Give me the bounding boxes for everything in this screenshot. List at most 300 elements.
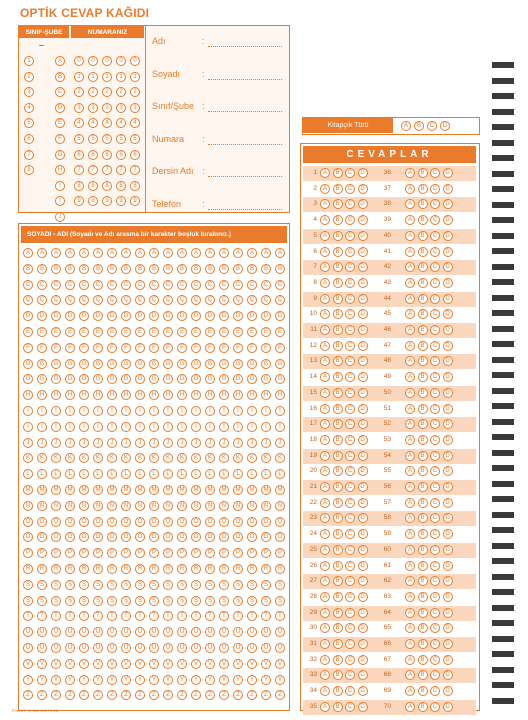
name-letter-bubble[interactable]: Ö <box>177 532 187 542</box>
answer-bubble[interactable]: A <box>320 482 330 492</box>
name-letter-bubble[interactable]: İ <box>191 422 201 432</box>
name-letter-bubble[interactable]: C <box>233 280 243 290</box>
name-letter-bubble[interactable]: Z <box>79 690 89 700</box>
number-digit-bubble[interactable]: 3 <box>130 103 140 113</box>
name-letter-bubble[interactable]: Ş <box>275 596 285 606</box>
answer-bubble[interactable]: A <box>320 184 330 194</box>
name-letter-bubble[interactable]: G <box>261 359 271 369</box>
name-letter-bubble[interactable]: H <box>135 390 145 400</box>
class-section-bubble[interactable]: E <box>55 118 65 128</box>
answer-bubble[interactable]: B <box>333 184 343 194</box>
name-letter-bubble[interactable]: T <box>205 611 215 621</box>
answer-bubble[interactable]: D <box>358 325 368 335</box>
name-letter-bubble[interactable]: İ <box>135 422 145 432</box>
name-letter-bubble[interactable]: B <box>65 264 75 274</box>
name-letter-bubble[interactable]: Ğ <box>79 374 89 384</box>
name-letter-bubble[interactable]: M <box>261 485 271 495</box>
name-letter-bubble[interactable]: Ş <box>23 596 33 606</box>
name-letter-bubble[interactable]: D <box>79 311 89 321</box>
name-letter-bubble[interactable]: T <box>247 611 257 621</box>
name-letter-bubble[interactable]: V <box>23 659 33 669</box>
answer-bubble[interactable]: A <box>320 608 330 618</box>
name-letter-bubble[interactable]: Ş <box>247 596 257 606</box>
name-letter-bubble[interactable]: H <box>275 390 285 400</box>
answer-bubble[interactable]: B <box>418 388 428 398</box>
answer-bubble[interactable]: C <box>430 168 440 178</box>
name-letter-bubble[interactable]: Ü <box>121 643 131 653</box>
answer-bubble[interactable]: A <box>405 325 415 335</box>
answer-bubble[interactable]: D <box>443 529 453 539</box>
name-letter-bubble[interactable]: J <box>135 438 145 448</box>
name-letter-bubble[interactable]: U <box>163 627 173 637</box>
name-letter-bubble[interactable]: F <box>79 343 89 353</box>
name-letter-bubble[interactable]: F <box>275 343 285 353</box>
name-letter-bubble[interactable]: B <box>205 264 215 274</box>
answer-bubble[interactable]: A <box>405 670 415 680</box>
name-letter-bubble[interactable]: N <box>93 501 103 511</box>
name-letter-bubble[interactable]: C <box>23 280 33 290</box>
answer-bubble[interactable]: B <box>333 545 343 555</box>
answer-bubble[interactable]: B <box>333 702 343 712</box>
name-letter-bubble[interactable]: S <box>261 580 271 590</box>
answer-bubble[interactable]: A <box>405 372 415 382</box>
class-grade-bubble[interactable]: 5 <box>24 118 34 128</box>
answer-bubble[interactable]: D <box>358 670 368 680</box>
name-letter-bubble[interactable]: F <box>37 343 47 353</box>
number-digit-bubble[interactable]: 3 <box>88 103 98 113</box>
answer-bubble[interactable]: A <box>405 356 415 366</box>
answer-bubble[interactable]: A <box>405 404 415 414</box>
name-letter-bubble[interactable]: O <box>163 517 173 527</box>
name-letter-bubble[interactable]: T <box>23 611 33 621</box>
name-letter-bubble[interactable]: Ş <box>177 596 187 606</box>
name-letter-bubble[interactable]: İ <box>121 422 131 432</box>
name-letter-bubble[interactable]: N <box>177 501 187 511</box>
name-letter-bubble[interactable]: K <box>275 453 285 463</box>
name-letter-bubble[interactable]: E <box>177 327 187 337</box>
name-letter-bubble[interactable]: O <box>205 517 215 527</box>
answer-bubble[interactable]: B <box>333 686 343 696</box>
answer-bubble[interactable]: D <box>358 592 368 602</box>
name-letter-bubble[interactable]: Ş <box>163 596 173 606</box>
name-letter-bubble[interactable]: A <box>247 248 257 258</box>
name-letter-bubble[interactable]: Y <box>261 675 271 685</box>
name-letter-bubble[interactable]: O <box>37 517 47 527</box>
name-letter-bubble[interactable]: K <box>107 453 117 463</box>
name-letter-bubble[interactable]: Ş <box>149 596 159 606</box>
name-letter-bubble[interactable]: A <box>261 248 271 258</box>
number-digit-bubble[interactable]: 9 <box>116 196 126 206</box>
name-letter-bubble[interactable]: Ş <box>65 596 75 606</box>
name-letter-bubble[interactable]: H <box>261 390 271 400</box>
answer-bubble[interactable]: D <box>358 278 368 288</box>
name-letter-bubble[interactable]: K <box>219 453 229 463</box>
answer-bubble[interactable]: D <box>443 576 453 586</box>
name-letter-bubble[interactable]: Ü <box>135 643 145 653</box>
name-letter-bubble[interactable]: U <box>191 627 201 637</box>
name-letter-bubble[interactable]: L <box>261 469 271 479</box>
name-letter-bubble[interactable]: T <box>275 611 285 621</box>
number-digit-bubble[interactable]: 5 <box>116 134 126 144</box>
name-letter-bubble[interactable]: K <box>93 453 103 463</box>
name-letter-bubble[interactable]: T <box>65 611 75 621</box>
number-digit-bubble[interactable]: 2 <box>130 87 140 97</box>
answer-bubble[interactable]: C <box>345 576 355 586</box>
name-letter-bubble[interactable]: D <box>65 311 75 321</box>
class-section-bubble[interactable]: İ <box>55 196 65 206</box>
answer-bubble[interactable]: C <box>430 451 440 461</box>
name-letter-bubble[interactable]: E <box>219 327 229 337</box>
name-letter-bubble[interactable]: D <box>275 311 285 321</box>
name-letter-bubble[interactable]: Ü <box>37 643 47 653</box>
name-letter-bubble[interactable]: G <box>275 359 285 369</box>
name-letter-bubble[interactable]: C <box>51 280 61 290</box>
name-letter-bubble[interactable]: H <box>65 390 75 400</box>
answer-bubble[interactable]: B <box>333 309 343 319</box>
name-letter-bubble[interactable]: Ş <box>51 596 61 606</box>
answer-bubble[interactable]: D <box>443 561 453 571</box>
name-letter-bubble[interactable]: Ğ <box>23 374 33 384</box>
number-digit-bubble[interactable]: 0 <box>130 56 140 66</box>
name-letter-bubble[interactable]: A <box>233 248 243 258</box>
name-letter-bubble[interactable]: T <box>149 611 159 621</box>
name-letter-bubble[interactable]: E <box>205 327 215 337</box>
answer-bubble[interactable]: D <box>358 482 368 492</box>
answer-bubble[interactable]: A <box>405 466 415 476</box>
answer-bubble[interactable]: A <box>320 325 330 335</box>
name-letter-bubble[interactable]: Ç <box>261 295 271 305</box>
name-letter-bubble[interactable]: K <box>177 453 187 463</box>
name-letter-bubble[interactable]: K <box>135 453 145 463</box>
answer-bubble[interactable]: D <box>443 341 453 351</box>
name-letter-bubble[interactable]: N <box>275 501 285 511</box>
name-letter-bubble[interactable]: Ü <box>65 643 75 653</box>
name-letter-bubble[interactable]: E <box>51 327 61 337</box>
name-letter-bubble[interactable]: G <box>219 359 229 369</box>
name-letter-bubble[interactable]: P <box>275 548 285 558</box>
name-letter-bubble[interactable]: G <box>233 359 243 369</box>
number-digit-bubble[interactable]: 0 <box>102 56 112 66</box>
answer-bubble[interactable]: D <box>358 262 368 272</box>
name-letter-bubble[interactable]: C <box>79 280 89 290</box>
name-letter-bubble[interactable]: F <box>177 343 187 353</box>
name-letter-bubble[interactable]: K <box>79 453 89 463</box>
class-section-bubble[interactable]: C <box>55 87 65 97</box>
answer-bubble[interactable]: B <box>333 294 343 304</box>
name-letter-bubble[interactable]: E <box>233 327 243 337</box>
name-letter-bubble[interactable]: O <box>79 517 89 527</box>
name-letter-bubble[interactable]: Y <box>233 675 243 685</box>
name-letter-bubble[interactable]: B <box>93 264 103 274</box>
name-letter-bubble[interactable]: İ <box>205 422 215 432</box>
name-letter-bubble[interactable]: İ <box>163 422 173 432</box>
answer-bubble[interactable]: D <box>443 466 453 476</box>
answer-bubble[interactable]: B <box>418 341 428 351</box>
name-letter-bubble[interactable]: Ğ <box>275 374 285 384</box>
answer-bubble[interactable]: A <box>320 356 330 366</box>
name-letter-bubble[interactable]: Y <box>149 675 159 685</box>
name-letter-bubble[interactable]: J <box>191 438 201 448</box>
answer-bubble[interactable]: C <box>430 623 440 633</box>
name-letter-bubble[interactable]: D <box>177 311 187 321</box>
answer-bubble[interactable]: D <box>358 655 368 665</box>
answer-bubble[interactable]: D <box>443 231 453 241</box>
name-letter-bubble[interactable]: Ö <box>65 532 75 542</box>
class-section-bubble[interactable]: I <box>55 181 65 191</box>
name-letter-bubble[interactable]: A <box>135 248 145 258</box>
class-grade-bubble[interactable]: 7 <box>24 150 34 160</box>
name-letter-bubble[interactable]: N <box>65 501 75 511</box>
name-letter-bubble[interactable]: Ğ <box>163 374 173 384</box>
name-letter-bubble[interactable]: T <box>51 611 61 621</box>
name-letter-bubble[interactable]: U <box>177 627 187 637</box>
answer-bubble[interactable]: D <box>443 655 453 665</box>
answer-bubble[interactable]: A <box>320 435 330 445</box>
name-letter-bubble[interactable]: Ğ <box>191 374 201 384</box>
name-letter-bubble[interactable]: C <box>93 280 103 290</box>
name-letter-bubble[interactable]: S <box>233 580 243 590</box>
name-letter-bubble[interactable]: S <box>93 580 103 590</box>
number-digit-bubble[interactable]: 5 <box>74 134 84 144</box>
answer-bubble[interactable]: D <box>443 498 453 508</box>
name-letter-bubble[interactable]: I <box>247 406 257 416</box>
class-section-bubble[interactable]: J <box>55 212 65 222</box>
name-letter-bubble[interactable]: P <box>65 548 75 558</box>
name-letter-bubble[interactable]: U <box>79 627 89 637</box>
answer-bubble[interactable]: B <box>418 356 428 366</box>
name-letter-bubble[interactable]: B <box>275 264 285 274</box>
name-letter-bubble[interactable]: S <box>79 580 89 590</box>
name-letter-bubble[interactable]: Ö <box>149 532 159 542</box>
answer-bubble[interactable]: C <box>345 639 355 649</box>
answer-bubble[interactable]: B <box>418 639 428 649</box>
answer-bubble[interactable]: D <box>443 262 453 272</box>
answer-bubble[interactable]: D <box>443 419 453 429</box>
info-field-line[interactable] <box>208 79 282 80</box>
answer-bubble[interactable]: C <box>430 341 440 351</box>
name-letter-bubble[interactable]: H <box>163 390 173 400</box>
name-letter-bubble[interactable]: N <box>163 501 173 511</box>
name-letter-bubble[interactable]: V <box>37 659 47 669</box>
name-letter-bubble[interactable]: F <box>261 343 271 353</box>
answer-bubble[interactable]: B <box>333 561 343 571</box>
name-letter-bubble[interactable]: F <box>51 343 61 353</box>
answer-bubble[interactable]: A <box>320 545 330 555</box>
number-digit-bubble[interactable]: 8 <box>116 181 126 191</box>
answer-bubble[interactable]: C <box>430 388 440 398</box>
name-letter-bubble[interactable]: Ğ <box>93 374 103 384</box>
name-letter-bubble[interactable]: B <box>149 264 159 274</box>
answer-bubble[interactable]: B <box>333 325 343 335</box>
name-letter-bubble[interactable]: Ö <box>275 532 285 542</box>
name-letter-bubble[interactable]: Ç <box>247 295 257 305</box>
name-letter-bubble[interactable]: T <box>135 611 145 621</box>
name-letter-bubble[interactable]: Y <box>51 675 61 685</box>
name-letter-bubble[interactable]: Y <box>163 675 173 685</box>
booklet-bubble[interactable]: D <box>440 121 450 131</box>
name-letter-bubble[interactable]: F <box>93 343 103 353</box>
name-letter-bubble[interactable]: Ü <box>93 643 103 653</box>
name-letter-bubble[interactable]: Ç <box>135 295 145 305</box>
answer-bubble[interactable]: A <box>405 686 415 696</box>
name-letter-bubble[interactable]: T <box>261 611 271 621</box>
answer-bubble[interactable]: C <box>345 702 355 712</box>
name-letter-bubble[interactable]: O <box>107 517 117 527</box>
name-letter-bubble[interactable]: P <box>163 548 173 558</box>
answer-bubble[interactable]: B <box>418 482 428 492</box>
name-letter-bubble[interactable]: H <box>219 390 229 400</box>
name-letter-bubble[interactable]: A <box>121 248 131 258</box>
answer-bubble[interactable]: A <box>405 513 415 523</box>
number-digit-bubble[interactable]: 5 <box>102 134 112 144</box>
name-letter-bubble[interactable]: S <box>135 580 145 590</box>
answer-bubble[interactable]: A <box>320 168 330 178</box>
answer-bubble[interactable]: C <box>345 372 355 382</box>
answer-bubble[interactable]: B <box>418 184 428 194</box>
name-letter-bubble[interactable]: I <box>51 406 61 416</box>
answer-bubble[interactable]: C <box>430 670 440 680</box>
name-letter-bubble[interactable]: H <box>233 390 243 400</box>
answer-bubble[interactable]: A <box>405 184 415 194</box>
number-digit-bubble[interactable]: 5 <box>130 134 140 144</box>
name-letter-bubble[interactable]: T <box>233 611 243 621</box>
answer-bubble[interactable]: A <box>320 451 330 461</box>
name-letter-bubble[interactable]: Ö <box>135 532 145 542</box>
name-letter-bubble[interactable]: F <box>149 343 159 353</box>
name-letter-bubble[interactable]: P <box>51 548 61 558</box>
answer-bubble[interactable]: A <box>405 639 415 649</box>
name-letter-bubble[interactable]: N <box>51 501 61 511</box>
name-letter-bubble[interactable]: Ö <box>107 532 117 542</box>
name-letter-bubble[interactable]: Ö <box>79 532 89 542</box>
answer-bubble[interactable]: C <box>430 262 440 272</box>
answer-bubble[interactable]: C <box>430 231 440 241</box>
name-letter-bubble[interactable]: V <box>93 659 103 669</box>
number-digit-bubble[interactable]: 9 <box>88 196 98 206</box>
name-letter-bubble[interactable]: F <box>247 343 257 353</box>
name-letter-bubble[interactable]: E <box>149 327 159 337</box>
name-letter-bubble[interactable]: Ş <box>233 596 243 606</box>
name-letter-bubble[interactable]: Ğ <box>135 374 145 384</box>
name-letter-bubble[interactable]: I <box>275 406 285 416</box>
name-letter-bubble[interactable]: S <box>107 580 117 590</box>
name-letter-bubble[interactable]: P <box>79 548 89 558</box>
answer-bubble[interactable]: A <box>405 168 415 178</box>
name-letter-bubble[interactable]: B <box>107 264 117 274</box>
answer-bubble[interactable]: A <box>320 247 330 257</box>
name-letter-bubble[interactable]: H <box>205 390 215 400</box>
answer-bubble[interactable]: A <box>320 466 330 476</box>
answer-bubble[interactable]: C <box>430 435 440 445</box>
answer-bubble[interactable]: B <box>333 513 343 523</box>
name-letter-bubble[interactable]: D <box>51 311 61 321</box>
name-letter-bubble[interactable]: B <box>51 264 61 274</box>
class-section-bubble[interactable]: G <box>55 150 65 160</box>
name-letter-bubble[interactable]: R <box>135 564 145 574</box>
answer-bubble[interactable]: C <box>430 372 440 382</box>
answer-bubble[interactable]: B <box>418 199 428 209</box>
name-letter-bubble[interactable]: L <box>149 469 159 479</box>
name-letter-bubble[interactable]: P <box>37 548 47 558</box>
name-letter-bubble[interactable]: Ö <box>163 532 173 542</box>
name-letter-bubble[interactable]: R <box>23 564 33 574</box>
answer-bubble[interactable]: B <box>333 592 343 602</box>
name-letter-bubble[interactable]: D <box>233 311 243 321</box>
name-letter-bubble[interactable]: J <box>163 438 173 448</box>
answer-bubble[interactable]: C <box>345 561 355 571</box>
name-letter-bubble[interactable]: M <box>191 485 201 495</box>
name-letter-bubble[interactable]: A <box>65 248 75 258</box>
name-letter-bubble[interactable]: Ş <box>205 596 215 606</box>
name-letter-bubble[interactable]: Ö <box>37 532 47 542</box>
name-letter-bubble[interactable]: U <box>23 627 33 637</box>
name-letter-bubble[interactable]: D <box>163 311 173 321</box>
name-letter-bubble[interactable]: Ğ <box>219 374 229 384</box>
name-letter-bubble[interactable]: I <box>135 406 145 416</box>
name-letter-bubble[interactable]: R <box>275 564 285 574</box>
name-letter-bubble[interactable]: O <box>51 517 61 527</box>
name-letter-bubble[interactable]: H <box>247 390 257 400</box>
name-letter-bubble[interactable]: D <box>135 311 145 321</box>
name-letter-bubble[interactable]: Z <box>135 690 145 700</box>
answer-bubble[interactable]: C <box>345 655 355 665</box>
name-letter-bubble[interactable]: N <box>121 501 131 511</box>
name-letter-bubble[interactable]: K <box>247 453 257 463</box>
answer-bubble[interactable]: D <box>358 529 368 539</box>
answer-bubble[interactable]: B <box>418 435 428 445</box>
answer-bubble[interactable]: A <box>320 231 330 241</box>
name-letter-bubble[interactable]: K <box>23 453 33 463</box>
name-letter-bubble[interactable]: Ö <box>247 532 257 542</box>
name-letter-bubble[interactable]: S <box>247 580 257 590</box>
name-letter-bubble[interactable]: Ü <box>205 643 215 653</box>
name-letter-bubble[interactable]: G <box>107 359 117 369</box>
name-letter-bubble[interactable]: Z <box>177 690 187 700</box>
name-letter-bubble[interactable]: Ü <box>261 643 271 653</box>
name-letter-bubble[interactable]: Ç <box>233 295 243 305</box>
number-digit-bubble[interactable]: 1 <box>116 72 126 82</box>
answer-bubble[interactable]: A <box>320 513 330 523</box>
class-section-bubble[interactable]: H <box>55 165 65 175</box>
name-letter-bubble[interactable]: G <box>247 359 257 369</box>
answer-bubble[interactable]: D <box>443 592 453 602</box>
name-letter-bubble[interactable]: J <box>107 438 117 448</box>
name-letter-bubble[interactable]: C <box>149 280 159 290</box>
answer-bubble[interactable]: B <box>418 576 428 586</box>
number-digit-bubble[interactable]: 8 <box>102 181 112 191</box>
name-letter-bubble[interactable]: K <box>205 453 215 463</box>
name-letter-bubble[interactable]: B <box>135 264 145 274</box>
number-digit-bubble[interactable]: 6 <box>74 150 84 160</box>
answer-bubble[interactable]: C <box>430 576 440 586</box>
name-letter-bubble[interactable]: Ş <box>93 596 103 606</box>
answer-bubble[interactable]: D <box>358 545 368 555</box>
name-letter-bubble[interactable]: P <box>149 548 159 558</box>
answer-bubble[interactable]: A <box>405 294 415 304</box>
answer-bubble[interactable]: A <box>320 341 330 351</box>
answer-bubble[interactable]: A <box>320 372 330 382</box>
name-letter-bubble[interactable]: N <box>37 501 47 511</box>
name-letter-bubble[interactable]: M <box>247 485 257 495</box>
answer-bubble[interactable]: A <box>405 623 415 633</box>
name-letter-bubble[interactable]: Ş <box>219 596 229 606</box>
name-letter-bubble[interactable]: J <box>219 438 229 448</box>
name-letter-bubble[interactable]: Ö <box>51 532 61 542</box>
answer-bubble[interactable]: B <box>418 404 428 414</box>
answer-bubble[interactable]: C <box>430 545 440 555</box>
name-letter-bubble[interactable]: Ç <box>163 295 173 305</box>
answer-bubble[interactable]: B <box>333 655 343 665</box>
